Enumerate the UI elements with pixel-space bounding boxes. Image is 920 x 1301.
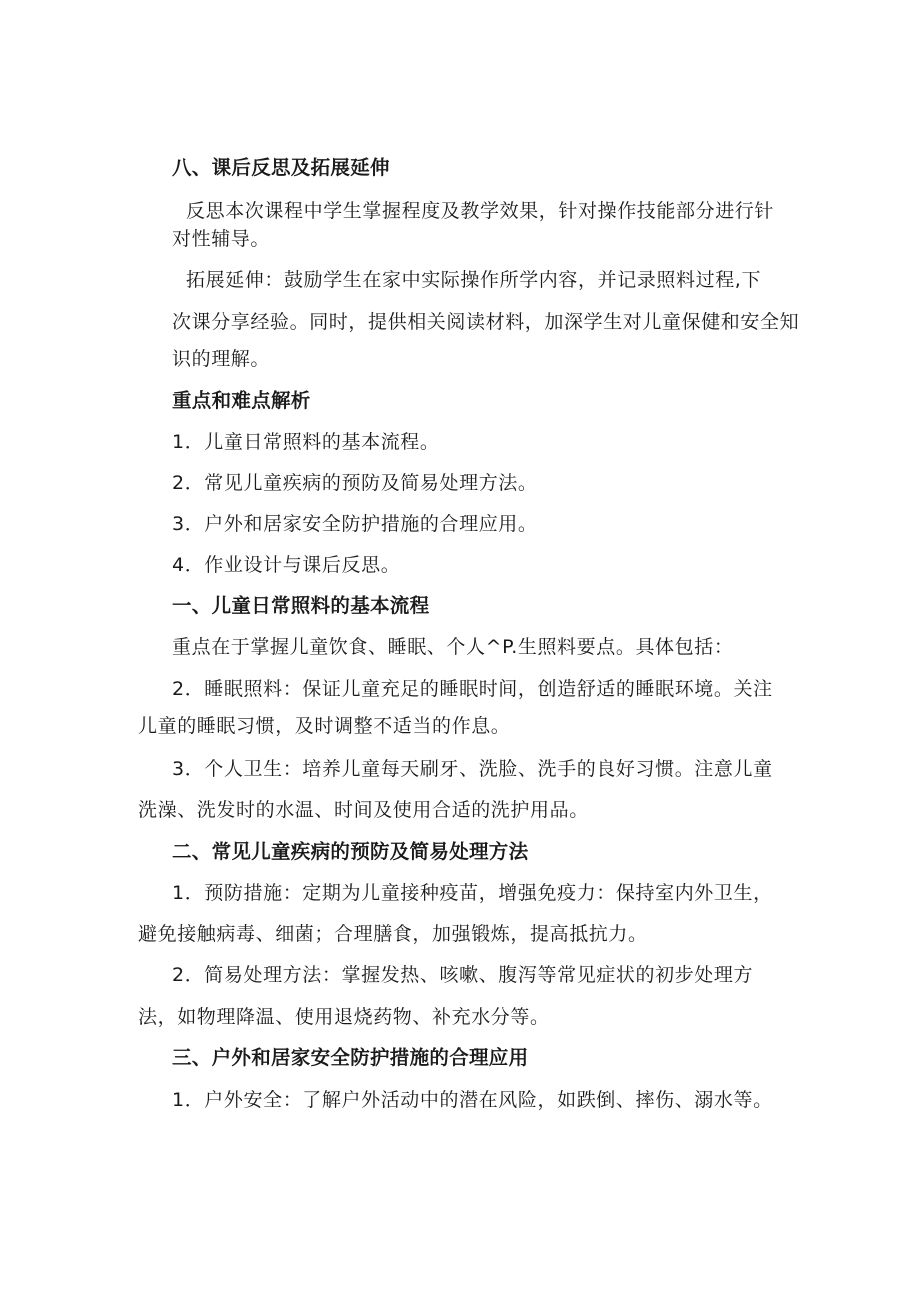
reflection-line-1: 反思本次课程中学生掌握程度及教学效果，针对操作技能部分进行针 <box>186 200 775 222</box>
extension-line-3: 识的理解。 <box>172 348 271 370</box>
key-point-item-3: 3．户外和居家安全防护措施的合理应用。 <box>172 513 538 535</box>
key-point-item-2: 2．常见儿童疾病的预防及简易处理方法。 <box>172 472 538 494</box>
extension-line-2: 次课分享经验。同时，提供相关阅读材料，加深学生对儿童保健和安全知 <box>172 311 800 333</box>
sleep-care-line-1: 2．睡眠照料：保证儿童充足的睡眠时间，创造舒适的睡眠环境。关注 <box>172 678 773 700</box>
part-2-heading: 二、常见儿童疾病的预防及简易处理方法 <box>172 840 529 863</box>
treatment-line-1: 2．简易处理方法：掌握发热、咳嗽、腹泻等常见症状的初步处理方 <box>172 964 754 986</box>
prevention-line-2: 避免接触病毒、细菌；合理膳食，加强锻炼，提高抵抗力。 <box>138 923 648 945</box>
key-point-item-1: 1．儿童日常照料的基本流程。 <box>172 431 440 453</box>
section-8-heading: 八、课后反思及拓展延伸 <box>172 156 390 179</box>
hygiene-line-1: 3．个人卫生：培养儿童每天刷牙、洗脸、洗手的良好习惯。注意儿童 <box>172 758 773 780</box>
part-3-heading: 三、户外和居家安全防护措施的合理应用 <box>172 1046 529 1069</box>
outdoor-safety-line-1: 1．户外安全：了解户外活动中的潜在风险，如跌倒、摔伤、溺水等。 <box>172 1089 773 1111</box>
extension-line-1: 拓展延伸：鼓励学生在家中实际操作所学内容，并记录照料过程,下 <box>186 269 762 291</box>
prevention-line-1: 1．预防措施：定期为儿童接种疫苗，增强免疫力：保持室内外卫生， <box>172 882 773 904</box>
part-1-intro: 重点在于掌握儿童饮食、睡眠、个人^P.生照料要点。具体包括： <box>172 636 734 658</box>
key-points-heading: 重点和难点解析 <box>172 389 311 412</box>
sleep-care-line-2: 儿童的睡眠习惯，及时调整不适当的作息。 <box>138 715 511 737</box>
hygiene-line-2: 洗澡、洗发时的水温、时间及使用合适的洗护用品。 <box>138 799 589 821</box>
part-1-heading: 一、儿童日常照料的基本流程 <box>172 594 430 617</box>
key-point-item-4: 4．作业设计与课后反思。 <box>172 554 401 576</box>
treatment-line-2: 法，如物理降温、使用退烧药物、补充水分等。 <box>138 1006 550 1028</box>
reflection-line-2: 对性辅导。 <box>172 228 271 250</box>
